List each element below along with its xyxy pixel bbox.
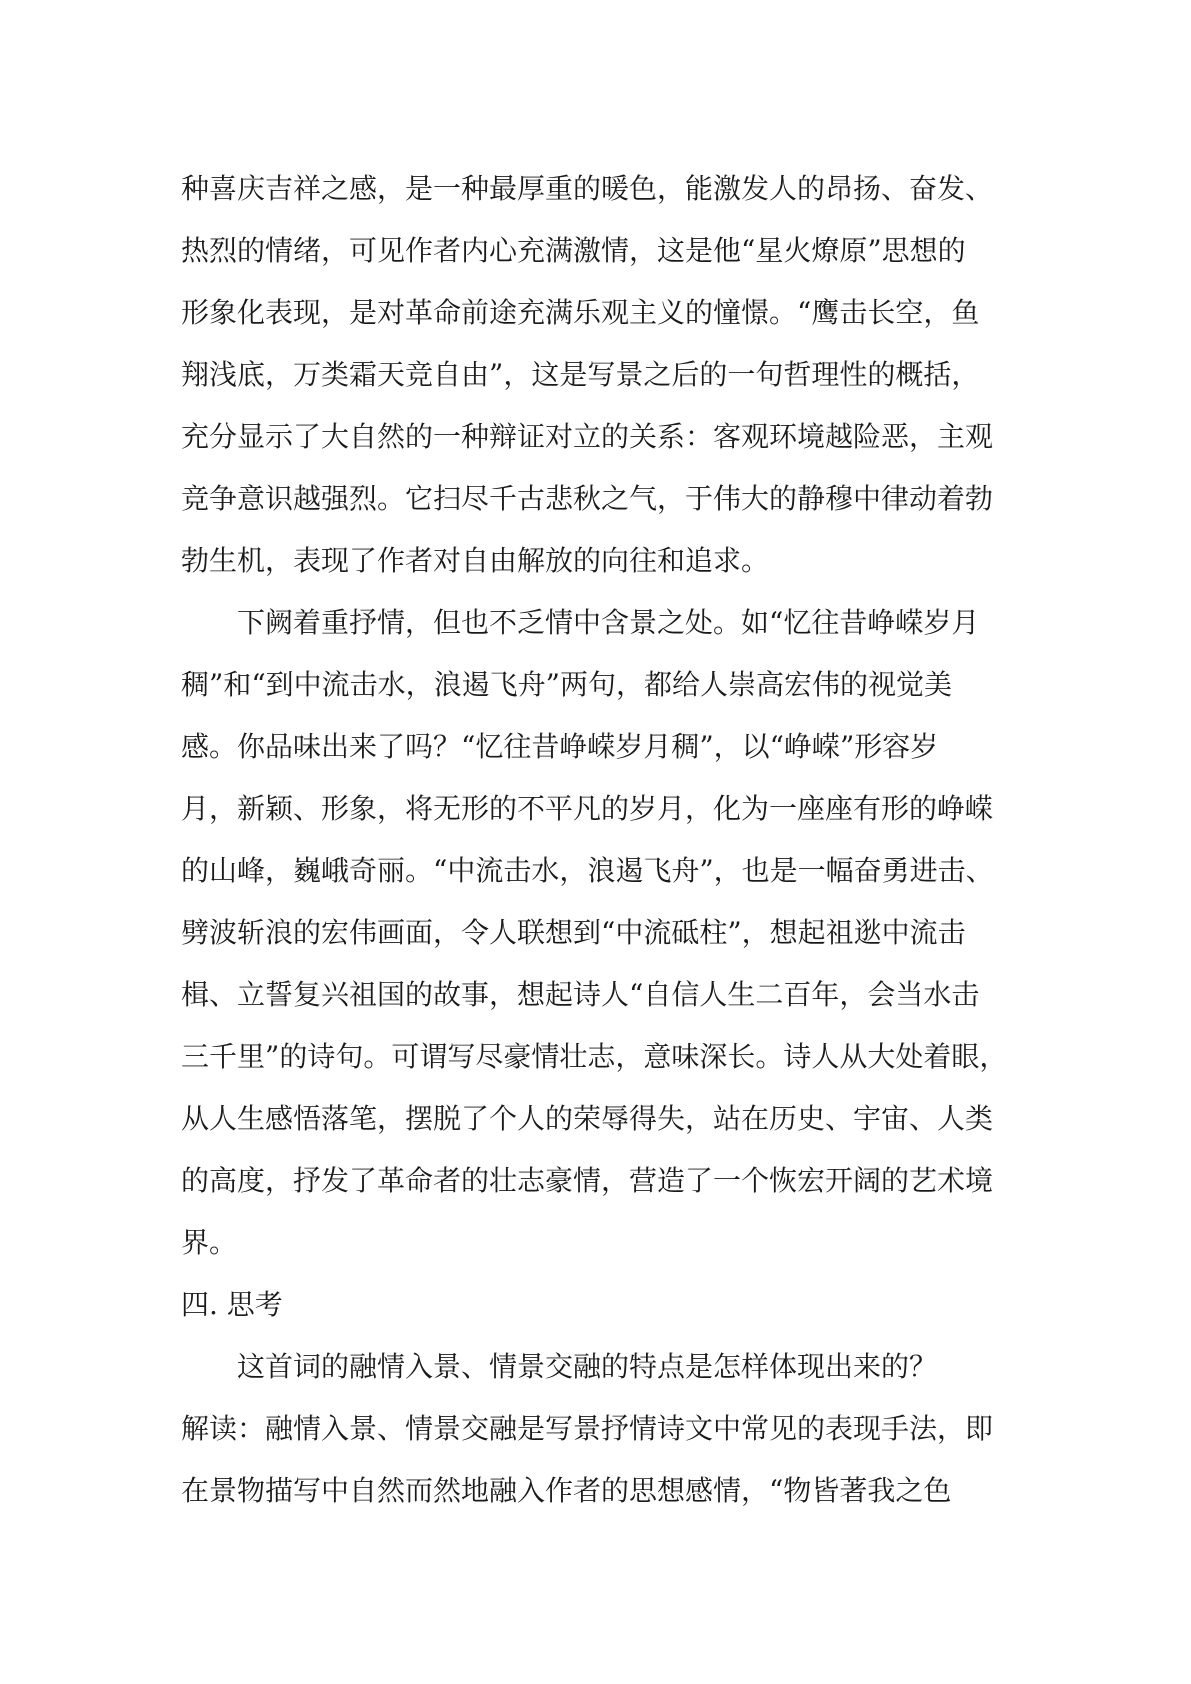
- text-line: 月，新颖、形象，将无形的不平凡的岁月，化为一座座有形的峥嵘: [181, 792, 994, 825]
- question-line: 这首词的融情入景、情景交融的特点是怎样体现出来的？: [237, 1350, 938, 1383]
- document-body: [181, 158, 1021, 1522]
- section-heading: 四. 思考: [181, 1288, 283, 1321]
- text-line: 稠”和“到中流击水，浪遏飞舟”两句，都给人崇高宏伟的视觉美: [181, 668, 952, 701]
- text-line: 热烈的情绪，可见作者内心充满激情，这是他“星火燎原”思想的: [181, 234, 966, 267]
- paragraph-start-line: 下阙着重抒情，但也不乏情中含景之处。如“忆往昔峥嵘岁月: [237, 606, 980, 639]
- text-line: 劈波斩浪的宏伟画面，令人联想到“中流砥柱”，想起祖逖中流击: [181, 916, 966, 949]
- text-line: 充分显示了大自然的一种辩证对立的关系：客观环境越险恶，主观: [181, 420, 994, 453]
- text-line: 的山峰，巍峨奇丽。“中流击水，浪遏飞舟”，也是一幅奋勇进击、: [181, 854, 994, 887]
- text-line: 形象化表现，是对革命前途充满乐观主义的憧憬。“鹰击长空，鱼: [181, 296, 980, 329]
- text-line: 三千里”的诗句。可谓写尽豪情壮志，意味深长。诗人从大处着眼，: [181, 1040, 1008, 1073]
- text-line: 种喜庆吉祥之感，是一种最厚重的暖色，能激发人的昂扬、奋发、: [181, 172, 994, 205]
- text-line: 勃生机，表现了作者对自由解放的向往和追求。: [181, 544, 770, 577]
- answer-line: 解读：融情入景、情景交融是写景抒情诗文中常见的表现手法，即: [181, 1412, 994, 1445]
- text-line: 从人生感悟落笔，摆脱了个人的荣辱得失，站在历史、宇宙、人类: [181, 1102, 994, 1135]
- text-line: 的高度，抒发了革命者的壮志豪情，营造了一个恢宏开阔的艺术境: [181, 1164, 994, 1197]
- text-line: 感。你品味出来了吗？“忆往昔峥嵘岁月稠”，以“峥嵘”形容岁: [181, 730, 939, 763]
- text-line: 楫、立誓复兴祖国的故事，想起诗人“自信人生二百年，会当水击: [181, 978, 980, 1011]
- text-line: 竞争意识越强烈。它扫尽千古悲秋之气，于伟大的静穆中律动着勃: [181, 482, 994, 515]
- text-line: 界。: [181, 1226, 238, 1259]
- text-line: 翔浅底，万类霜天竞自由”，这是写景之后的一句哲理性的概括，: [181, 358, 980, 391]
- text-line: 在景物描写中自然而然地融入作者的思想感情，“物皆著我之色: [181, 1474, 952, 1507]
